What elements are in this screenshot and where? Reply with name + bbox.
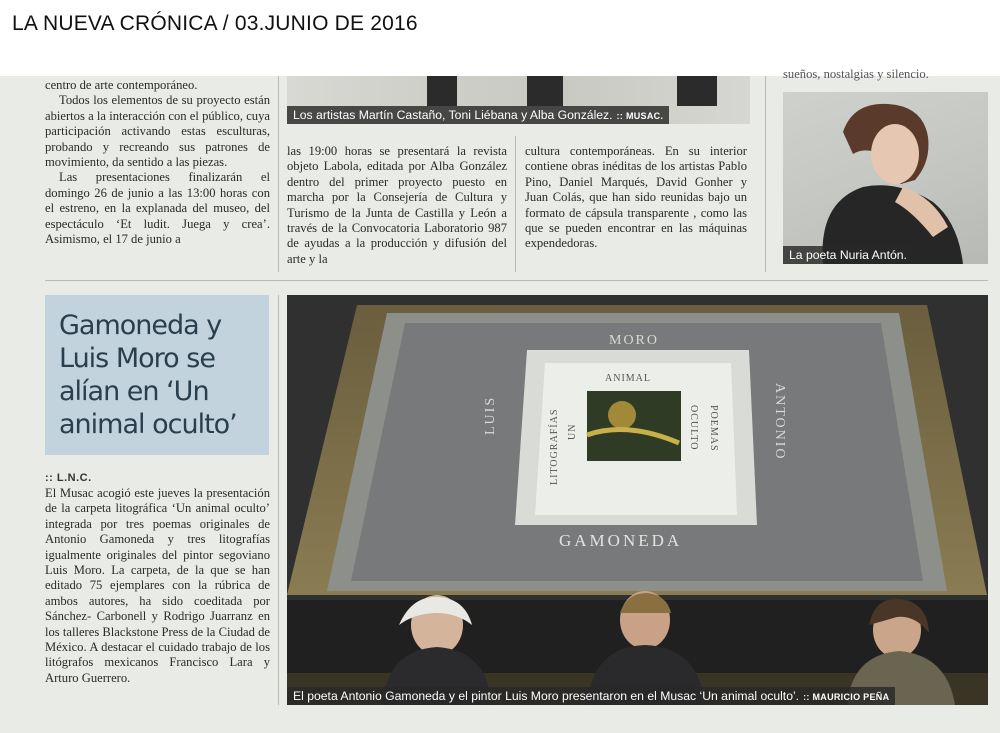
column-2-top-text [287,144,507,267]
article-body [45,486,270,686]
column-divider [765,76,766,272]
projection-word-inner-right-2: POEMAS [708,405,719,452]
article-byline: :: L.N.C. [45,472,92,484]
newspaper-header: LA NUEVA CRÓNICA / 03.JUNIO DE 2016 [12,12,418,35]
photo-figure [427,76,457,106]
photo-figure [527,76,563,106]
photo-figure [677,76,717,106]
projection-illustration [287,295,988,705]
article-headline-box [45,295,269,455]
column-3-top-text [525,144,747,252]
poet-illustration [783,92,988,264]
text-paragraph: cultura contemporáneas. En su interior contiene obras inéditas de los artistas Pablo Pino, Daniel Marqués, David Gonher y Juan Colás, que han sido reunidas bajo un formato de cápsula transparente , como las que se pueden encontrar en las máquinas expendedoras. [525,144,747,251]
column-divider [278,76,279,272]
main-event-photo [287,295,988,705]
caption-text: La poeta Nuria Antón. [789,248,907,262]
section-divider [45,280,988,281]
column-divider [515,136,516,272]
text-paragraph: las 19:00 horas se presentará la revista objeto Labola, editada por Alba González dentro del primer proyecto puesto en marcha por la Consejería de Cultura y Turismo de la Junta de Castilla y León a través de la Convocatoria Laboratorio 987 de ayudas a la producción y difusión del arte y la [287,144,507,266]
column-divider [278,295,279,705]
caption-text: El poeta Antonio Gamoneda y el pintor Luis Moro presentaron en el Musac ‘Un animal oculto’. [293,689,800,703]
text-line: sueños, nostalgias y silencio. [783,67,929,81]
photo-credit: :: MUSAC. [617,111,664,121]
projection-word-inner-left-1: LITOGRAFÍAS [549,408,560,485]
projection-word-inner-right-1: OCULTO [688,405,699,451]
poet-photo-caption [783,246,913,264]
projection-word-right: ANTONIO [772,383,787,461]
caption-text: Los artistas Martín Castaño, Toni Liébana y Alba González. [293,108,613,122]
article-headline: Gamoneda y Luis Moro se alían en ‘Un animal oculto’ [59,310,237,440]
projection-word-top: MORO [609,333,660,348]
article-body-text: El Musac acogió este jueves la presentación de la carpeta litográfica ‘Un animal oculto’ integrada por tres poemas originales de Antonio Gamoneda y tres litografías igualmente originales del pintor segoviano Luis Moro. La carpeta, de la que se han editado 75 ejemplares con la rúbrica de ambos autores, ha sido coeditada por Sánchez- Carbonell y Rodrigo Juarranz en los talleres Blackstone Press de la Ciudad de México. A destacar el cuidado trabajo de los litógrafos mexicanos Francisco Lara y Arturo Guerrero. [45,486,270,685]
newspaper-page [0,67,1000,733]
top-photo-artists [287,76,750,124]
column-1-top-text [45,78,270,247]
photo-credit: :: MAURICIO PEÑA [803,692,889,702]
column-4-fragment [783,67,988,82]
projection-word-bottom: GAMONEDA [559,531,683,550]
projection-word-inner-left-2: UN [567,423,578,440]
text-paragraph: Todos los elementos de su proyecto están abiertos a la interacción con el público, cuya participación activando estas esculturas, probando y recreando sus patrones de movimiento, da sentido a las piezas. [45,93,270,170]
top-photo-caption [287,106,669,124]
projection-word-inner-top: ANIMAL [605,373,651,384]
main-photo-caption [287,687,895,705]
projection-word-left: LUIS [483,395,498,435]
text-line: centro de arte contemporáneo. [45,78,198,92]
poet-photo [783,92,988,264]
text-paragraph: Las presentaciones finalizarán el domingo 26 de junio a las 13:00 horas con el estreno, en la explanada del museo, del espectáculo ‘Et ludit. Juega y crea’. Asimismo, el 17 de junio a [45,170,270,247]
